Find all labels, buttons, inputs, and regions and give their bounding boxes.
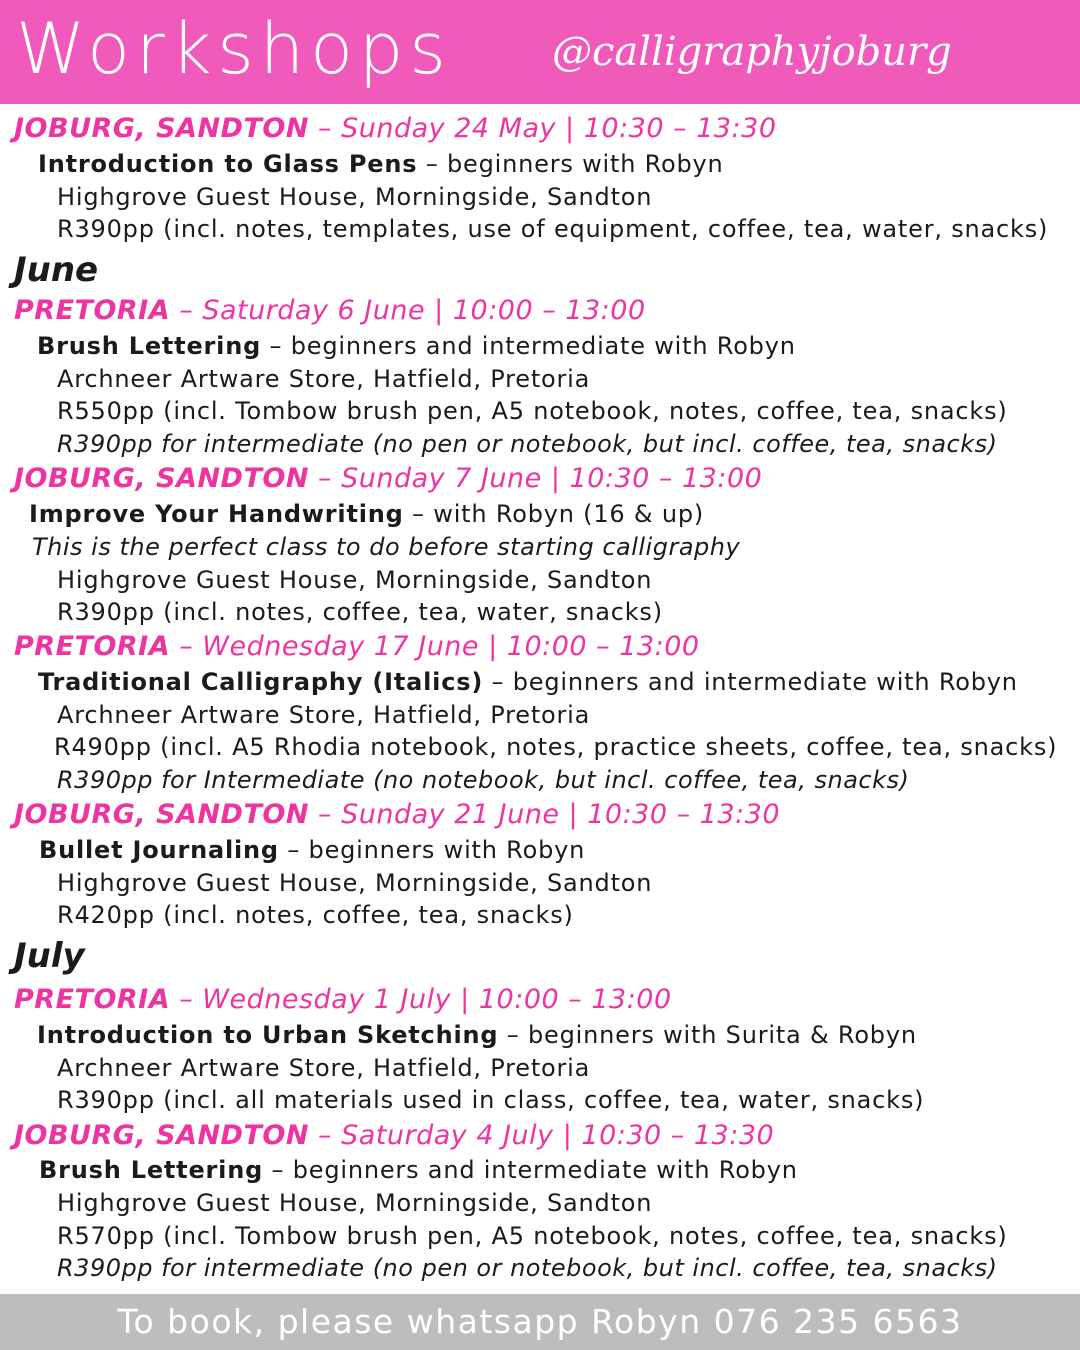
event-note: R390pp for Intermediate (no notebook, but incl. coffee, tea, snacks) <box>57 766 910 794</box>
event-course <box>39 833 585 867</box>
course-detail: – with Robyn (16 & up) <box>403 500 705 528</box>
event-date: – Saturday 6 June | 10:00 – 13:00 <box>170 295 646 326</box>
event-venue: Archneer Artware Store, Hatfield, Pretoria <box>57 1054 591 1082</box>
event-heading <box>14 462 762 496</box>
event-venue: Highgrove Guest House, Morningside, Sandton <box>57 566 653 594</box>
event-location: JOBURG, SANDTON <box>14 113 309 144</box>
course-detail: – beginners with Surita & Robyn <box>498 1021 917 1049</box>
event-price: R490pp (incl. A5 Rhodia notebook, notes, practice sheets, coffee, tea, snacks) <box>54 733 1058 761</box>
event-date: – Saturday 4 July | 10:30 – 13:30 <box>308 1120 775 1151</box>
event-note: R390pp for intermediate (no pen or notebook, but incl. coffee, tea, snacks) <box>57 1254 998 1282</box>
course-name: Brush Lettering <box>37 332 262 360</box>
event-location: JOBURG, SANDTON <box>14 799 309 830</box>
course-detail: – beginners and intermediate with Robyn <box>261 332 796 360</box>
course-name: Improve Your Handwriting <box>29 500 404 528</box>
event-date: – Sunday 21 June | 10:30 – 13:30 <box>308 799 780 830</box>
course-name: Traditional Calligraphy (Italics) <box>38 668 484 696</box>
event-location: PRETORIA <box>14 984 171 1015</box>
course-detail: – beginners with Robyn <box>278 836 586 864</box>
event-location: PRETORIA <box>14 631 171 662</box>
event-note: R390pp for intermediate (no pen or notebook, but incl. coffee, tea, snacks) <box>57 430 998 458</box>
event-heading <box>14 798 780 832</box>
event-venue: Highgrove Guest House, Morningside, Sandton <box>57 869 653 897</box>
course-detail: – beginners with Robyn <box>417 150 724 178</box>
event-price: R390pp (incl. all materials used in class, coffee, tea, water, snacks) <box>57 1086 925 1114</box>
course-name: Introduction to Glass Pens <box>38 150 418 178</box>
course-name: Bullet Journaling <box>39 836 279 864</box>
event-heading <box>14 983 672 1017</box>
event-heading <box>14 112 777 146</box>
event-price: R390pp (incl. notes, templates, use of equipment, coffee, tea, water, snacks) <box>57 215 1049 243</box>
event-course <box>29 497 704 531</box>
booking-text: To book, please whatsapp Robyn 076 235 6563 <box>117 1302 963 1341</box>
event-location: JOBURG, SANDTON <box>14 1120 309 1151</box>
event-heading <box>14 1119 774 1153</box>
course-name: Introduction to Urban Sketching <box>37 1021 499 1049</box>
event-date: – Sunday 24 May | 10:30 – 13:30 <box>308 113 777 144</box>
page-title: Workshops <box>16 8 452 90</box>
event-tagline: This is the perfect class to do before starting calligraphy <box>32 533 741 561</box>
event-venue: Highgrove Guest House, Morningside, Sandton <box>57 183 653 211</box>
event-course <box>39 1153 798 1187</box>
event-date: – Sunday 7 June | 10:30 – 13:00 <box>308 463 763 494</box>
course-detail: – beginners and intermediate with Robyn <box>483 668 1018 696</box>
event-heading <box>14 630 700 664</box>
event-venue: Highgrove Guest House, Morningside, Sandton <box>57 1189 653 1217</box>
event-course <box>38 665 1018 699</box>
event-venue: Archneer Artware Store, Hatfield, Pretoria <box>57 701 591 729</box>
month-heading-june: June <box>14 250 99 290</box>
event-venue: Archneer Artware Store, Hatfield, Pretoria <box>57 365 591 393</box>
booking-footer <box>0 1294 1080 1350</box>
event-location: PRETORIA <box>14 295 171 326</box>
event-price: R550pp (incl. Tombow brush pen, A5 notebook, notes, coffee, tea, snacks) <box>57 397 1008 425</box>
event-course <box>37 1018 917 1052</box>
event-price: R390pp (incl. notes, coffee, tea, water, snacks) <box>57 598 663 626</box>
course-detail: – beginners and intermediate with Robyn <box>263 1156 798 1184</box>
instagram-handle: @calligraphyjoburg <box>552 29 952 75</box>
event-date: – Wednesday 1 July | 10:00 – 13:00 <box>170 984 672 1015</box>
event-price: R570pp (incl. Tombow brush pen, A5 notebook, notes, coffee, tea, snacks) <box>57 1222 1008 1250</box>
month-heading-july: July <box>14 936 85 976</box>
event-course <box>37 329 796 363</box>
event-date: – Wednesday 17 June | 10:00 – 13:00 <box>170 631 700 662</box>
header-banner <box>0 0 1080 104</box>
event-course <box>38 147 724 181</box>
event-heading <box>14 294 646 328</box>
course-name: Brush Lettering <box>39 1156 264 1184</box>
event-price: R420pp (incl. notes, coffee, tea, snacks) <box>57 901 574 929</box>
event-location: JOBURG, SANDTON <box>14 463 309 494</box>
